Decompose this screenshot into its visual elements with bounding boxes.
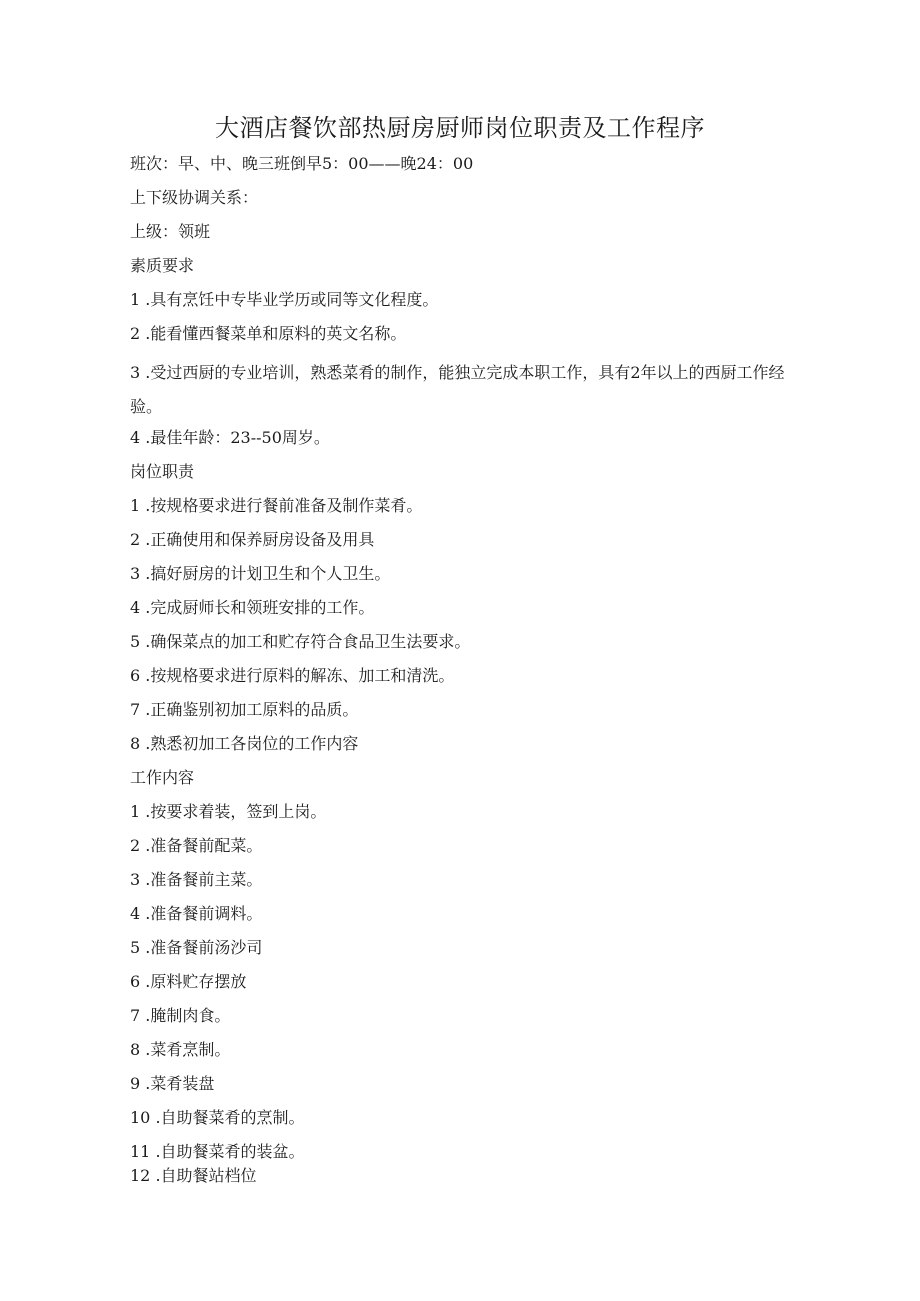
superior-line: 上级：领班 xyxy=(130,222,211,241)
duty-item: 6 .按规格要求进行原料的解冻、加工和清洗。 xyxy=(130,666,455,685)
document-body xyxy=(130,152,790,1198)
shift-line: 班次：早、中、晚三班倒早5：00——晚24：00 xyxy=(130,154,474,173)
duty-item: 8 .熟悉初加工各岗位的工作内容 xyxy=(130,734,359,753)
duty-item: 4 .完成厨师长和领班安排的工作。 xyxy=(130,598,375,617)
section-heading-qualifications: 素质要求 xyxy=(130,256,195,275)
qualification-item: 2 .能看懂西餐菜单和原料的英文名称。 xyxy=(130,324,407,343)
document-title: 大酒店餐饮部热厨房厨师岗位职责及工作程序 xyxy=(215,114,705,142)
work-item: 3 .准备餐前主菜。 xyxy=(130,870,263,889)
work-item: 1 .按要求着装，签到上岗。 xyxy=(130,802,327,821)
duty-item: 3 .搞好厨房的计划卫生和个人卫生。 xyxy=(130,564,391,583)
work-item: 12 .自助餐站档位 xyxy=(130,1166,257,1185)
work-item: 10 .自助餐菜肴的烹制。 xyxy=(130,1108,305,1127)
work-item: 8 .菜肴烹制。 xyxy=(130,1040,231,1059)
qualification-item: 3 .受过西厨的专业培训，熟悉菜肴的制作，能独立完成本职工作，具有2年以上的西厨工作经验。 xyxy=(130,363,785,416)
duty-item: 2 .正确使用和保养厨房设备及用具 xyxy=(130,530,375,549)
work-item: 9 .菜肴装盘 xyxy=(130,1074,215,1093)
qualification-item: 4 .最佳年龄：23--50周岁。 xyxy=(130,428,330,447)
work-item: 11 .自助餐菜肴的装盆。 xyxy=(130,1142,305,1161)
duty-item: 5 .确保菜点的加工和贮存符合食品卫生法要求。 xyxy=(130,632,471,651)
work-item: 5 .准备餐前汤沙司 xyxy=(130,938,263,957)
section-heading-work-content: 工作内容 xyxy=(130,768,195,787)
work-item: 2 .准备餐前配菜。 xyxy=(130,836,263,855)
duty-item: 7 .正确鉴别初加工原料的品质。 xyxy=(130,700,359,719)
qualification-item: 1 .具有烹饪中专毕业学历或同等文化程度。 xyxy=(130,290,439,309)
duty-item: 1 .按规格要求进行餐前准备及制作菜肴。 xyxy=(130,496,423,515)
coordination-heading: 上下级协调关系： xyxy=(130,188,259,207)
work-item: 7 .腌制肉食。 xyxy=(130,1006,231,1025)
section-heading-duties: 岗位职责 xyxy=(130,462,195,481)
work-item: 6 .原料贮存摆放 xyxy=(130,972,247,991)
work-item: 4 .准备餐前调料。 xyxy=(130,904,263,923)
